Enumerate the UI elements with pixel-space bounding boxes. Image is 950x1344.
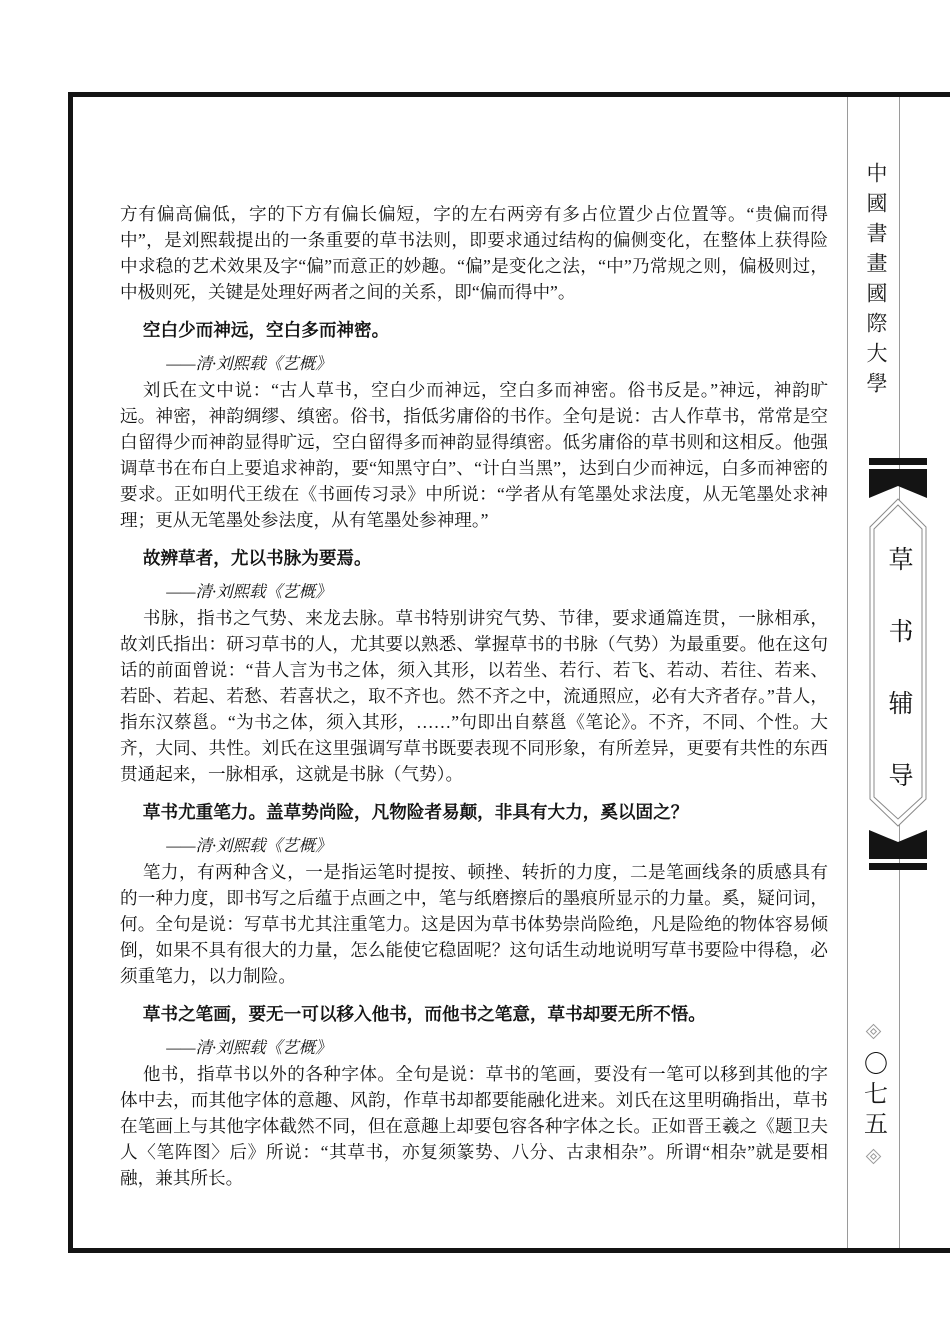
quote-attribution: ——清·刘熙载《艺概》 (166, 582, 332, 601)
quote-heading: 草书尤重笔力。盖草势尚险，凡物险者易颠，非具有大力，奚以固之？ (142, 802, 689, 822)
quote-section (120, 799, 828, 989)
intro-paragraph: 方有偏高偏低，字的下方有偏长偏短，字的左右两旁有多占位置少占位置等。“贵偏而得中”，是刘熙载提出的一条重要的草书法则，即要求通过结构的偏侧变化，在整体上获得险中求稳的艺术效果及字“偏”而意正的妙趣。“偏”是变化之法，“中”乃常规之则，偏极则过，中极则死，关键是处理好两者之间的关系，即“偏而得中”。 (120, 204, 828, 302)
quote-attribution: ——清·刘熙载《艺概》 (166, 354, 332, 373)
quote-attribution: ——清·刘熙载《艺概》 (166, 1038, 332, 1057)
diamond-ornament-inner-icon (869, 1153, 876, 1160)
commentary-paragraph: 笔力，有两种含义，一是指运笔时提按、顿挫、转折的力度，二是笔画线条的质感具有的一种力度，即书写之后蕴于点画之中，笔与纸磨擦后的墨痕所显示的力量。奚，疑问词，何。全句是说：写草书尤其注重笔力。这是因为草书体势崇尚险绝，凡是险绝的物体容易倾倒，如果不具有很大的力量，怎么能使它稳固呢？这句话生动地说明写草书要险中得稳，必须重笔力，以力制险。 (120, 862, 828, 986)
quote-attribution: ——清·刘熙载《艺概》 (166, 836, 332, 855)
quote-section (120, 317, 828, 533)
frame-border-bottom (68, 1248, 950, 1253)
quote-section (120, 1001, 828, 1191)
quote-heading: 空白少而神远，空白多而神密。 (142, 320, 390, 340)
commentary-paragraph: 他书，指草书以外的各种字体。全句是说：草书的笔画，要没有一笔可以移到其他的字体中去，而其他字体的意趣、风韵，作草书却都要能融化进来。刘氏在这里明确指出，草书在笔画上与其他字体截然不同，但在意趣上却要包容各种字体之长。正如晋王羲之《题卫夫人〈笔阵图〉后》所说：“其草书，亦复须篆势、八分、古隶相杂”。所谓“相杂”就是要相融，兼其所长。 (120, 1064, 828, 1188)
diamond-ornament-icon (865, 1024, 881, 1040)
sidebar-rule-inner (847, 97, 848, 1248)
main-text-column (120, 201, 828, 1191)
diamond-ornament-inner-icon (869, 1028, 876, 1035)
university-name-vertical: 中國書畫國際大學 (864, 162, 888, 402)
commentary-paragraph: 书脉，指书之气势、来龙去脉。草书特别讲究气势、节律，要求通篇连贯，一脉相承，故刘氏指出：研习草书的人，尤其要以熟悉、掌握草书的书脉（气势）为最重要。他在这句话的前面曾说：“昔人言为书之体，须入其形，以若坐、若行、若飞、若动、若往、若来、若卧、若起、若愁、若喜状之，取不齐也。然不齐之中，流通照应，必有大齐者存。”昔人，指东汉蔡邕。“为书之体，须入其形，……”句即出自蔡邕《笔论》。不齐，不同、个性。大齐，大同、共性。刘氏在这里强调写草书既要表现不同形象，有所差异，更要有共性的东西贯通起来，一脉相承，这就是书脉（气势）。 (120, 608, 828, 784)
frame-border-left (68, 92, 73, 1253)
folio-block (858, 1022, 888, 1166)
quote-heading: 草书之笔画，要无一可以移入他书，而他书之笔意，草书却要无所不悟。 (142, 1004, 706, 1024)
quote-heading: 故辨草者，尤以书脉为要焉。 (142, 548, 372, 568)
chapter-banner (869, 458, 927, 870)
frame-border-top (68, 92, 950, 97)
commentary-paragraph: 刘氏在文中说：“古人草书，空白少而神远，空白多而神密。俗书反是。”神远，神韵旷远。神密，神韵绸缪、缜密。俗书，指低劣庸俗的书作。全句是说：古人作草书，常常是空白留得少而神韵显得旷远，空白留得多而神韵显得缜密。低劣庸俗的草书则和这相反。他强调草书在布白上要追求神韵，要“知黑守白”、“计白当黑”，达到白少而神远，白多而神密的要求。正如明代王绂在《书画传习录》中所说：“学者从有笔墨处求法度，从无笔墨处求神理；更从无笔墨处参法度，从有笔墨处参神理。” (120, 380, 828, 530)
diamond-ornament-icon (865, 1149, 881, 1165)
page-number-vertical: 〇七五 (859, 1051, 886, 1141)
quote-section (120, 545, 828, 787)
chapter-title-vertical: 草书辅导 (885, 546, 912, 834)
